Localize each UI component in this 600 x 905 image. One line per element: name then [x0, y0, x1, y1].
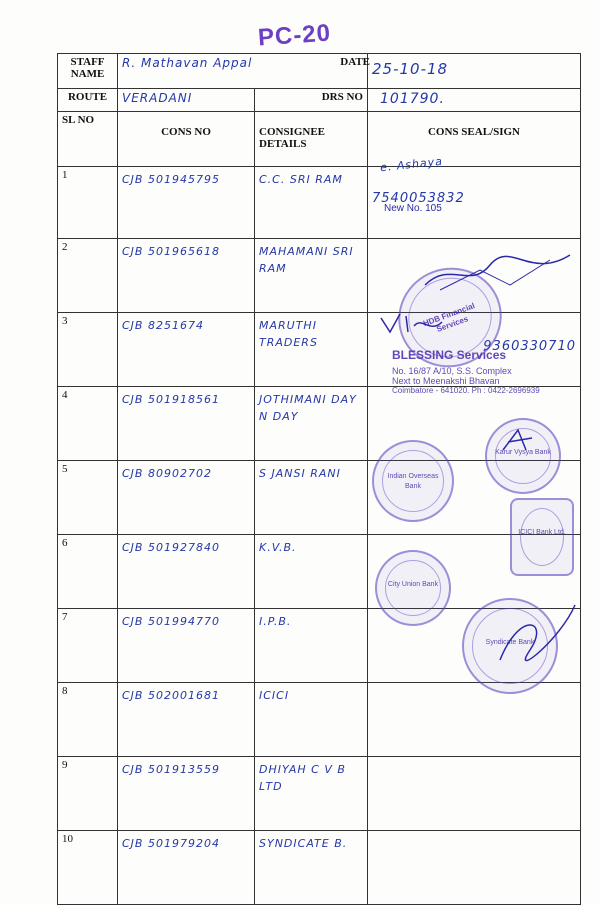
table-row [58, 167, 581, 239]
table-row [58, 831, 581, 905]
sl-no-cell: 7 [58, 609, 118, 683]
col-consignee: CONSIGNEE DETAILS [255, 112, 368, 167]
seal-cell: 9360330710 [368, 313, 581, 387]
route-label: ROUTE [58, 89, 118, 112]
consignee-cell: MAHAMANI SRI RAM [255, 239, 368, 313]
consignee-cell: I.P.B. [255, 609, 368, 683]
karur-vysya-stamp: Karur Vysya Bank [485, 418, 561, 494]
cons-no-cell: CJB 80902702 [118, 461, 255, 535]
seal-cell: 7540053832 [368, 167, 581, 239]
col-seal: CONS SEAL/SIGN [368, 112, 581, 167]
drs-no-label: DRS NO [255, 89, 368, 112]
consignee-cell: SYNDICATE B. [255, 831, 368, 905]
signature-row-6 [498, 420, 538, 460]
signature-row-10 [490, 600, 580, 670]
syndicate-stamp: Syndicate Bank [462, 598, 558, 694]
sl-no-cell: 6 [58, 535, 118, 609]
consignee-cell: C.C. SRI RAM [255, 167, 368, 239]
sl-no-cell: 10 [58, 831, 118, 905]
blessing-addr-1: No. 16/87 A/10, S.S. Complex [392, 366, 512, 376]
icici-stamp: ICICI Bank Ltd. [510, 498, 574, 576]
consignee-cell: S JANSI RANI [255, 461, 368, 535]
blessing-stamp-name: BLESSING Services [392, 348, 507, 362]
drs-no-value: 101790. [368, 89, 581, 112]
cons-no-cell: CJB 501913559 [118, 757, 255, 831]
sl-no-cell: 3 [58, 313, 118, 387]
cons-no-cell: CJB 502001681 [118, 683, 255, 757]
sl-no-cell: 9 [58, 757, 118, 831]
stamp-row-2: New No. 105 [384, 203, 442, 214]
consignee-cell: JOTHIMANI DAY N DAY [255, 387, 368, 461]
table-row [58, 535, 581, 609]
city-union-stamp: City Union Bank [375, 550, 451, 626]
sl-no-cell: 4 [58, 387, 118, 461]
signature-row-1: e. Ashaya [379, 154, 444, 175]
sl-no-cell: 1 [58, 167, 118, 239]
blessing-addr-3: Coimbatore - 641020. Ph : 0422-2696939 [392, 386, 540, 395]
hdb-financial-stamp: HDB Financial Services [384, 253, 516, 382]
cons-no-cell: CJB 501965618 [118, 239, 255, 313]
col-sl-no: SL NO [58, 112, 118, 167]
consignee-cell: DHIYAH C V B LTD [255, 757, 368, 831]
table-row [58, 757, 581, 831]
seal-cell [368, 831, 581, 905]
route-value: VERADANI [118, 89, 255, 112]
date-value: 25-10-18 [372, 60, 449, 78]
date-label: DATE [340, 56, 370, 68]
consignee-cell: MARUTHI TRADERS [255, 313, 368, 387]
sl-no-cell: 2 [58, 239, 118, 313]
signature-row-4 [378, 308, 448, 338]
sl-no-cell: 8 [58, 683, 118, 757]
indian-overseas-stamp: Indian Overseas Bank [372, 440, 454, 522]
pc-code-stamp: PC-20 [257, 19, 332, 52]
seal-cell [368, 757, 581, 831]
consignee-cell: K.V.B. [255, 535, 368, 609]
col-cons-no: CONS NO [118, 112, 255, 167]
cons-no-cell: CJB 501918561 [118, 387, 255, 461]
cons-no-cell: CJB 501945795 [118, 167, 255, 239]
seal-cell [368, 683, 581, 757]
staff-name-label: STAFF NAME [58, 54, 118, 89]
table-row [58, 683, 581, 757]
sl-no-cell: 5 [58, 461, 118, 535]
consignee-cell: ICICI [255, 683, 368, 757]
cons-no-cell: CJB 501994770 [118, 609, 255, 683]
cons-no-cell: CJB 8251674 [118, 313, 255, 387]
staff-name-value: R. Mathavan Appal [118, 54, 368, 89]
cons-no-cell: CJB 501979204 [118, 831, 255, 905]
signature-row-3 [420, 250, 580, 300]
blessing-addr-2: Next to Meenakshi Bhavan [392, 376, 500, 386]
cons-no-cell: CJB 501927840 [118, 535, 255, 609]
